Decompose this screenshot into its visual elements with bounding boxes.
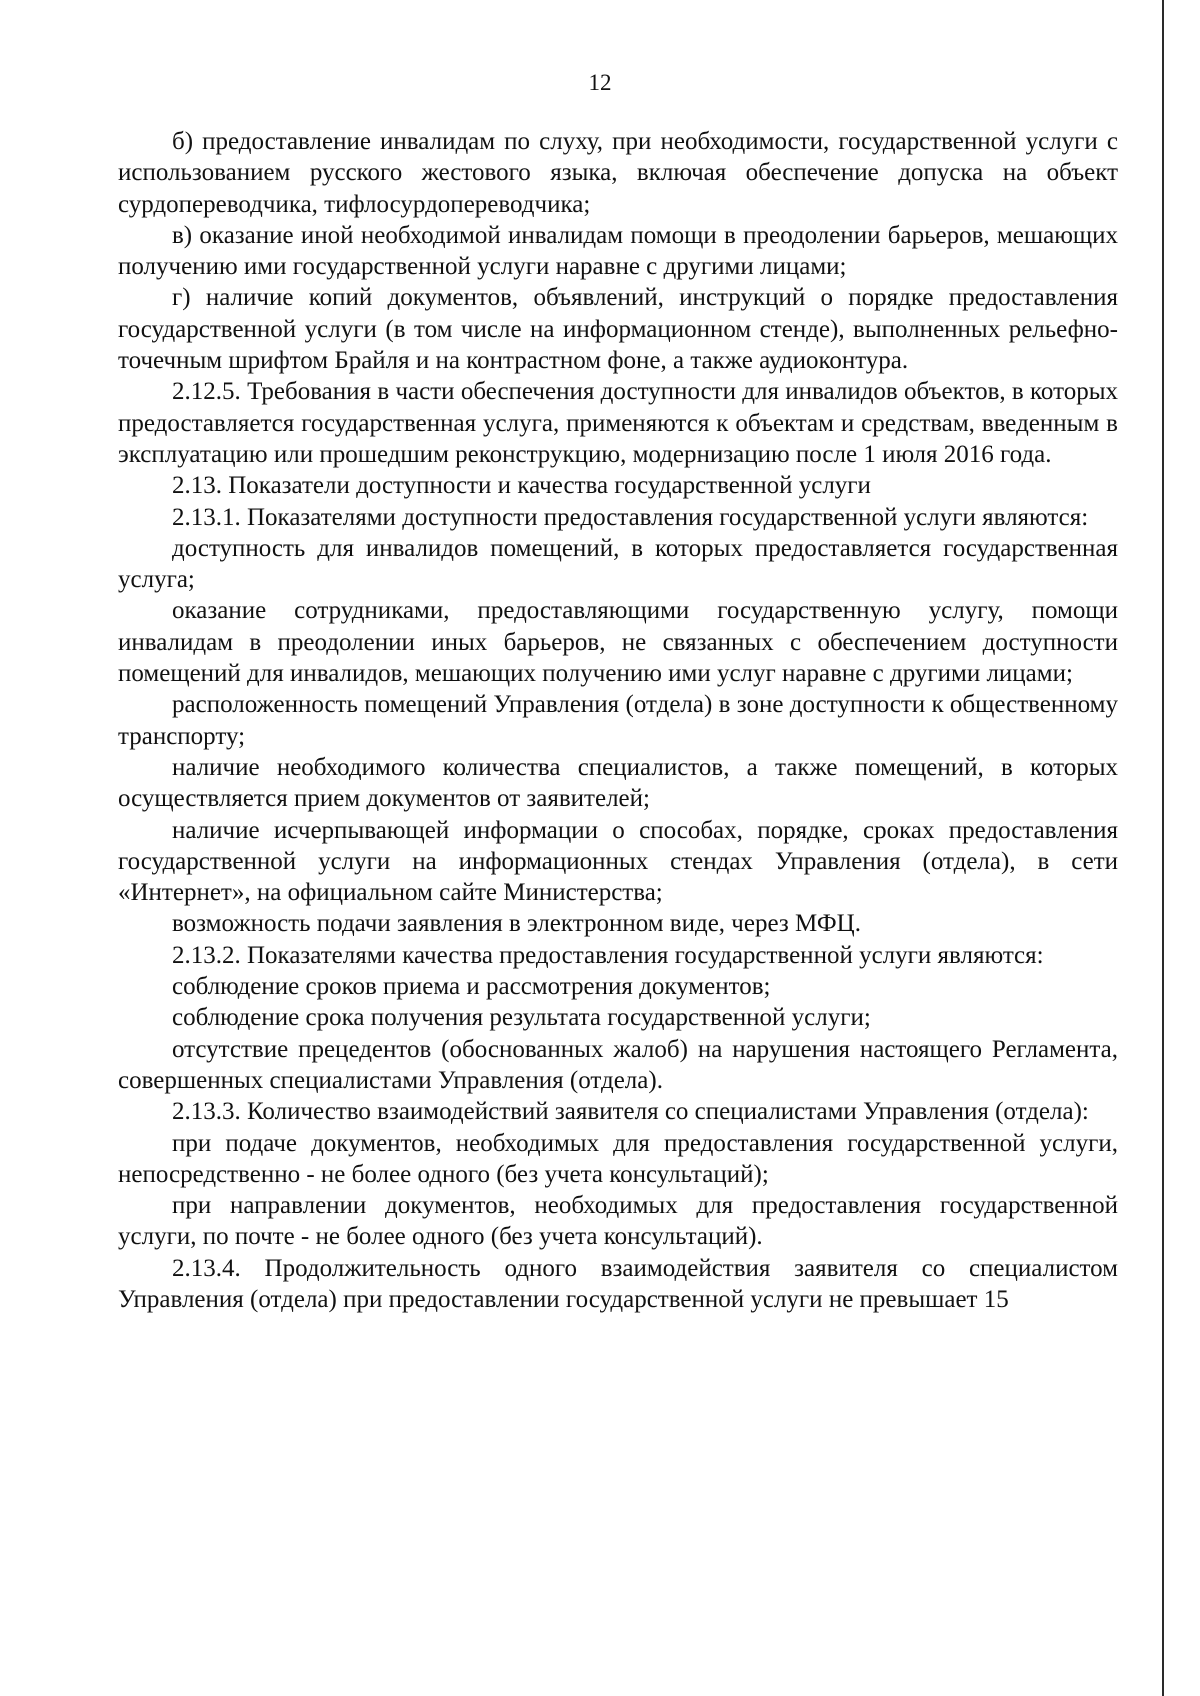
paragraph: г) наличие копий документов, объявлений, инструкций о порядке предоставления государственной услуги (в том числе на информационном стенде), выполненных рельефно-точечным шрифтом Брайля и на контрастном фоне, а также аудиоконтура. xyxy=(118,284,1118,375)
paragraph: наличие исчерпывающей информации о способах, порядке, сроках предоставления государственной услуги на информационных стендах Управления (отдела), в сети «Интернет», на официальном сайте Министерства; xyxy=(118,816,1118,907)
document-body xyxy=(118,126,1118,1315)
paragraph: 2.13.3. Количество взаимодействий заявителя со специалистами Управления (отдела): xyxy=(172,1098,1089,1126)
paragraph: соблюдение срока получения результата государственной услуги; xyxy=(172,1004,871,1032)
paragraph: доступность для инвалидов помещений, в которых предоставляется государственная услуга; xyxy=(118,534,1118,594)
paragraph: расположенность помещений Управления (отдела) в зоне доступности к общественному транспорту; xyxy=(118,691,1118,750)
paragraph: в) оказание иной необходимой инвалидам помощи в преодолении барьеров, мешающих получению ими государственной услуги наравне с другими лицами; xyxy=(118,221,1118,281)
paragraph: возможность подачи заявления в электронном виде, через МФЦ. xyxy=(172,910,861,938)
page-number: 12 xyxy=(588,70,612,95)
paragraph: 2.13.1. Показателями доступности предоставления государственной услуги являются: xyxy=(172,503,1089,531)
paragraph: отсутствие прецедентов (обоснованных жалоб) на нарушения настоящего Регламента, совершенных специалистами Управления (отдела). xyxy=(118,1035,1118,1094)
paragraph: 2.12.5. Требования в части обеспечения доступности для инвалидов объектов, в которых предоставляется государственная услуга, применяются к объектам и средствам, введенным в эксплуатацию или прошедшим реконструкцию, модернизацию после 1 июля 2016 года. xyxy=(118,378,1118,468)
paragraph: б) предоставление инвалидам по слуху, при необходимости, государственной услуги с использованием русского жестового языка, включая обеспечение допуска на объект сурдопереводчика, тифлосурдопереводчика; xyxy=(118,128,1118,218)
paragraph: 2.13.4. Продолжительность одного взаимодействия заявителя со специалистом Управления (отдела) при предоставлении государственной услуги не превышает 15 xyxy=(118,1254,1118,1313)
paragraph: оказание сотрудниками, предоставляющими государственную услугу, помощи инвалидам в преодолении иных барьеров, не связанных с обеспечением доступности помещений для инвалидов, мешающих получению ими услуг наравне с другими лицами; xyxy=(118,597,1118,688)
paragraph: 2.13.2. Показателями качества предоставления государственной услуги являются: xyxy=(172,941,1044,969)
paragraph: при направлении документов, необходимых для предоставления государственной услуги, по почте - не более одного (без учета консультаций). xyxy=(118,1192,1118,1251)
section-heading: 2.13. Показатели доступности и качества государственной услуги xyxy=(172,472,871,500)
page-edge-line xyxy=(1162,0,1164,1696)
paragraph: при подаче документов, необходимых для предоставления государственной услуги, непосредственно - не более одного (без учета консультаций); xyxy=(118,1129,1118,1188)
paragraph: соблюдение сроков приема и рассмотрения документов; xyxy=(172,973,771,1001)
paragraph: наличие необходимого количества специалистов, а также помещений, в которых осуществляется прием документов от заявителей; xyxy=(118,753,1118,813)
